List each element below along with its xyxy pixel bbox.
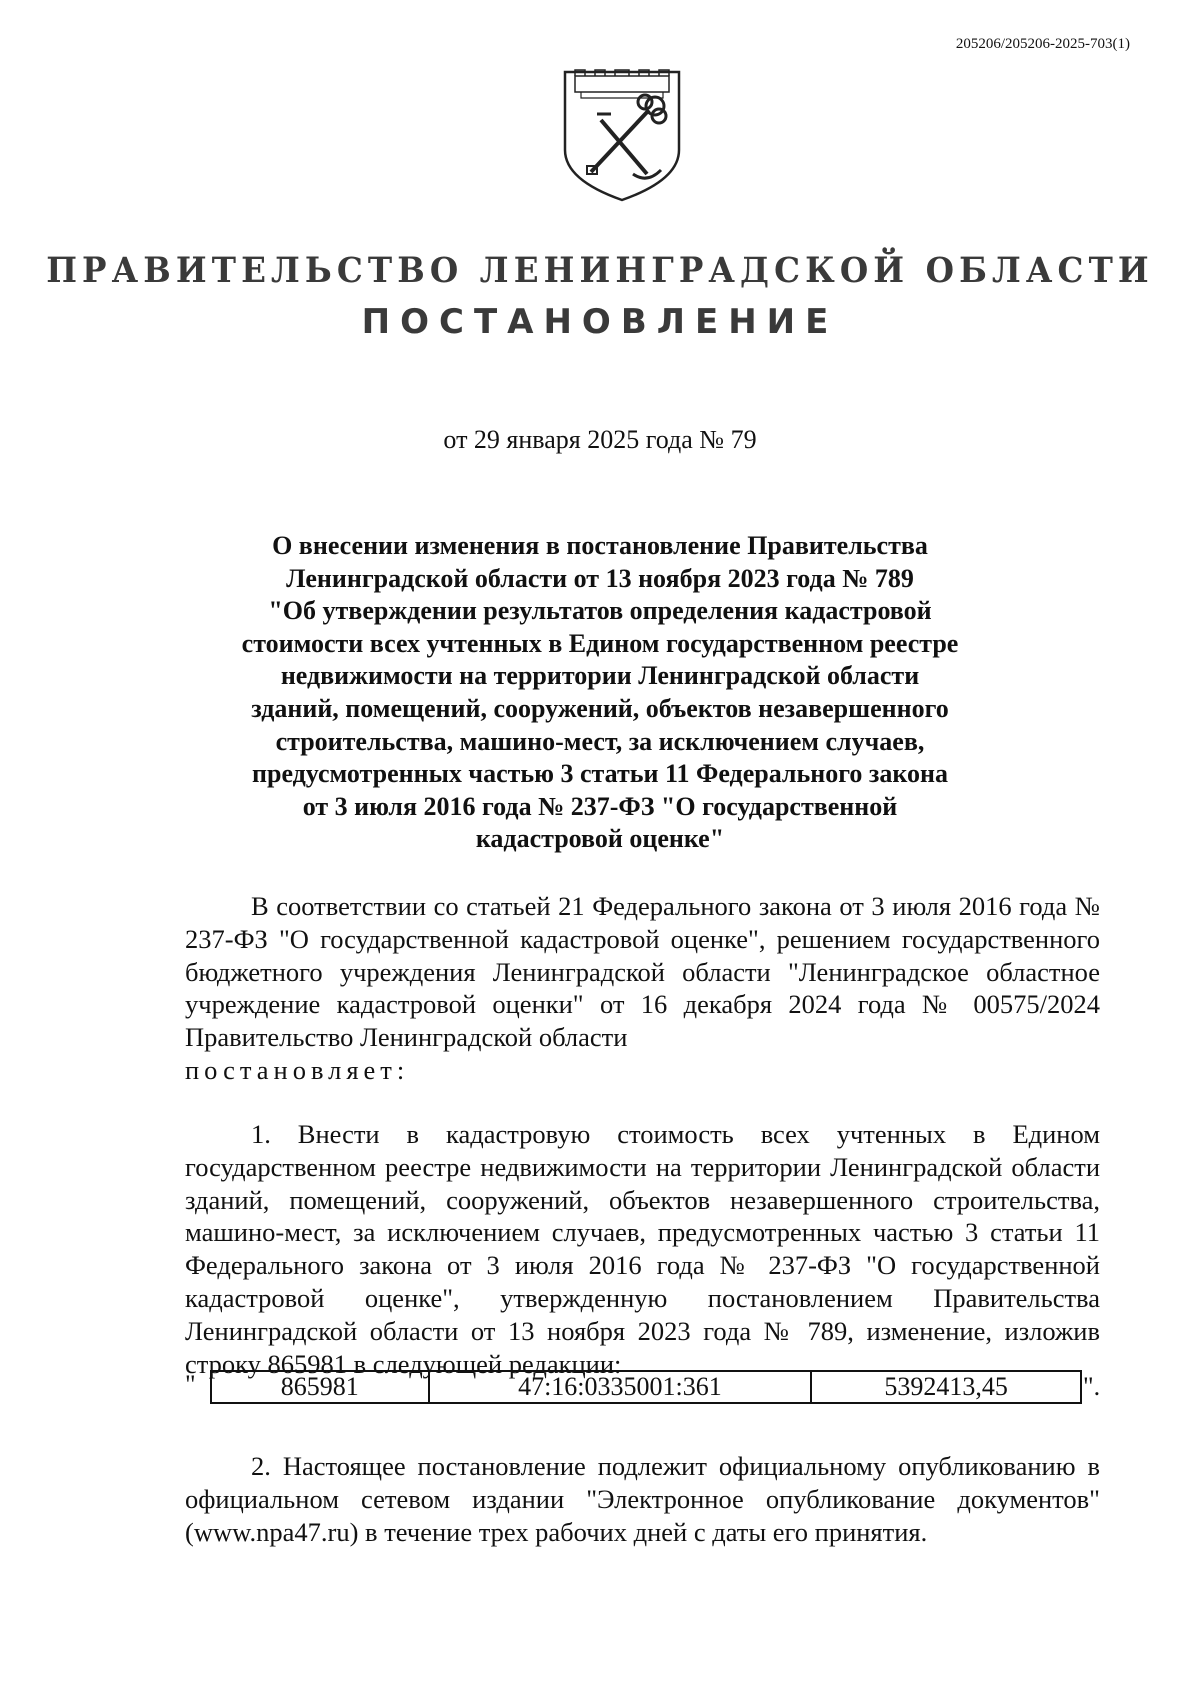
title-line: стоимости всех учтенных в Едином государственном реестре — [241, 628, 959, 658]
cadastral-number-cell: 47:16:0335001:361 — [429, 1371, 812, 1403]
government-name: ПРАВИТЕЛЬСТВО ЛЕНИНГРАДСКОЙ ОБЛАСТИ — [46, 250, 1154, 291]
title-line: "Об утверждении результатов определения кадастровой — [268, 596, 932, 626]
title-line: предусмотренных частью 3 статьи 11 Федерального закона — [252, 759, 948, 789]
decree-title — [200, 530, 1000, 856]
table-close-quote: ". — [1083, 1372, 1101, 1401]
title-line: зданий, помещений, сооружений, объектов незавершенного — [251, 693, 949, 723]
preamble-text: В соответствии со статьей 21 Федерального закона от 3 июля 2016 года № 237-ФЗ "О государственной кадастровой оценке", решением государственного бюджетного учреждения Ленинградской области "Ленинградское областное учреждение кадастровой оценки" от 16 декабря 2024 года № 00575/2024 Правительство Ленинградской области — [185, 891, 1100, 1053]
table-row — [211, 1371, 1081, 1403]
item-1-paragraph: 1. Внести в кадастровую стоимость всех учтенных в Едином государственном реестре недвижимости на территории Ленинградской области зданий, помещений, сооружений, объектов незавершенного строительства, машино-мест, за исключением случаев, предусмотренных частью 3 статьи 11 Федерального закона от 3 июля 2016 года № 237-ФЗ "О государственной кадастровой оценке", утвержденную постановлением Правительства Ленинградской области от 13 ноября 2023 года № 789, изменение, изложив строку 865981 в следующей редакции: — [185, 1119, 1100, 1379]
document-type: ПОСТАНОВЛЕНИЕ — [361, 302, 839, 342]
title-line: О внесении изменения в постановление Правительства — [272, 531, 928, 560]
title-line: от 3 июля 2016 года № 237-ФЗ "О государственной — [302, 791, 898, 821]
table-open-quote: " — [185, 1370, 196, 1399]
title-line: недвижимости на территории Ленинградской области — [280, 661, 920, 691]
title-line: кадастровой оценке" — [475, 824, 725, 854]
preamble-paragraph — [185, 890, 1100, 1087]
decree-date-number: от 29 января 2025 года № 79 — [443, 425, 757, 454]
document-id: 205206/205206-2025-703(1) — [955, 36, 1130, 52]
title-line: Ленинградской области от 13 ноября 2023 года № 789 — [286, 563, 914, 593]
cadastral-value-cell: 5392413,45 — [811, 1371, 1081, 1403]
title-line: строительства, машино-мест, за исключением случаев, — [275, 726, 925, 756]
item-2-paragraph: 2. Настоящее постановление подлежит официальному опубликованию в официальном сетевом издании "Электронное опубликование документов" (www.npa47.ru) в течение трех рабочих дней с даты его принятия. — [185, 1451, 1100, 1547]
cadastral-value-table — [210, 1370, 1082, 1404]
row-number-cell: 865981 — [211, 1371, 429, 1403]
coat-of-arms-emblem — [561, 62, 683, 202]
resolves-text: постановляет: — [185, 1054, 410, 1085]
